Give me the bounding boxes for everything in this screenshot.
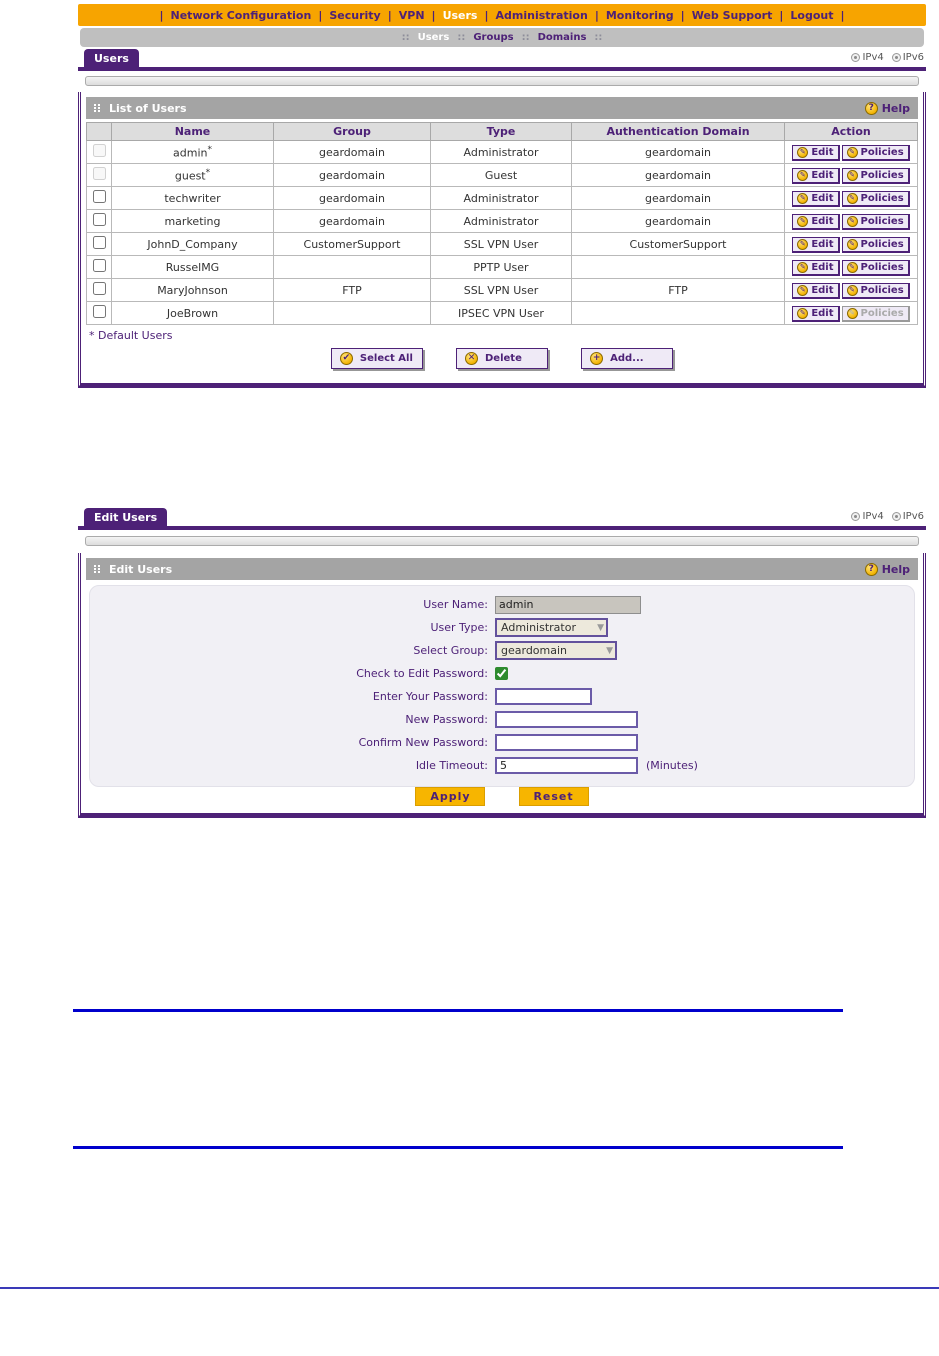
section-header	[86, 558, 918, 580]
cell-name: RusselMG	[112, 256, 274, 279]
scroll-strip[interactable]	[85, 536, 919, 546]
cell-group	[274, 302, 431, 325]
default-user-mark: *	[207, 144, 212, 155]
edit-user-form	[89, 585, 915, 787]
form-actions	[81, 785, 923, 806]
cell-domain: geardomain	[572, 141, 785, 164]
table-row	[87, 233, 918, 256]
ipv6-radio[interactable]	[892, 52, 924, 63]
nav-separator: |	[159, 8, 164, 22]
edit-icon: ✎	[797, 239, 808, 250]
ipv4-radio[interactable]	[851, 511, 883, 522]
ipv6-label: IPv6	[902, 511, 924, 522]
table-row	[87, 279, 918, 302]
column-header-type: Type	[431, 123, 572, 141]
current-password-label: Enter Your Password:	[372, 690, 488, 703]
policies-button: ✎ Policies	[842, 306, 910, 322]
policies-button[interactable]: ✎ Policies	[842, 260, 910, 276]
default-user-mark: *	[205, 167, 211, 178]
row-checkbox	[93, 144, 106, 157]
table-row	[87, 210, 918, 233]
user-type-select[interactable]: Administrator ▼	[495, 618, 608, 637]
cell-name: techwriter	[112, 187, 274, 210]
help-icon: ?	[865, 102, 878, 115]
cell-action	[785, 210, 918, 233]
edit-password-checkbox[interactable]	[495, 667, 508, 680]
select-group-select[interactable]: geardomain ▼	[495, 641, 617, 660]
list-of-users-panel	[78, 92, 926, 388]
cell-domain: geardomain	[572, 164, 785, 187]
subnav-domains[interactable]: Domains	[537, 32, 587, 43]
select-group-label: Select Group:	[413, 644, 488, 657]
cell-action	[785, 279, 918, 302]
row-checkbox[interactable]	[93, 190, 106, 203]
table-actions	[81, 345, 923, 369]
edit-icon: ✎	[797, 308, 808, 319]
row-checkbox[interactable]	[93, 282, 106, 295]
cell-domain: geardomain	[572, 210, 785, 233]
section-title: List of Users	[109, 101, 187, 115]
nav-separator: |	[680, 8, 685, 22]
ipv6-label: IPv6	[902, 52, 924, 63]
edit-icon: ✎	[797, 170, 808, 181]
edit-users-panel	[78, 553, 926, 818]
nav-security[interactable]: Security	[329, 8, 381, 22]
nav-users[interactable]: Users	[442, 8, 478, 22]
help-label: Help	[881, 101, 910, 115]
edit-icon: ✎	[797, 216, 808, 227]
column-header-name: Name	[112, 123, 274, 141]
policies-icon: ✎	[847, 308, 858, 319]
cell-domain: geardomain	[572, 187, 785, 210]
policies-icon: ✎	[847, 216, 858, 227]
nav-separator: |	[484, 8, 489, 22]
idle-timeout-field[interactable]	[495, 757, 638, 774]
cell-group	[274, 256, 431, 279]
table-row	[87, 256, 918, 279]
edit-icon: ✎	[797, 147, 808, 158]
edit-button[interactable]: ✎ Edit	[792, 283, 839, 299]
current-password-field[interactable]	[495, 688, 592, 705]
edit-button[interactable]: ✎ Edit	[792, 260, 839, 276]
radio-icon	[892, 53, 901, 62]
subnav-separator: ::	[521, 32, 530, 43]
cell-action	[785, 141, 918, 164]
cell-domain: CustomerSupport	[572, 233, 785, 256]
policies-icon: ✎	[847, 285, 858, 296]
users-list-screen	[78, 4, 926, 388]
cell-name: JohnD_Company	[112, 233, 274, 256]
user-type-label: User Type:	[430, 621, 488, 634]
cell-group: geardomain	[274, 164, 431, 187]
cell-type: Administrator	[431, 187, 572, 210]
cell-type: SSL VPN User	[431, 233, 572, 256]
section-title: Edit Users	[109, 562, 173, 576]
ip-version-toggle	[851, 52, 924, 63]
cell-type: SSL VPN User	[431, 279, 572, 302]
tab-underline	[78, 67, 926, 71]
select-all-button[interactable]: ✔ Select All	[331, 348, 423, 369]
subnav-separator: ::	[457, 32, 466, 43]
help-icon: ?	[865, 563, 878, 576]
apply-button[interactable]: Apply	[415, 787, 485, 806]
nav-separator: |	[840, 8, 845, 22]
user-name-field[interactable]	[495, 596, 641, 614]
nav-separator: |	[594, 8, 599, 22]
table-row	[87, 302, 918, 325]
edit-icon: ✎	[797, 285, 808, 296]
policies-icon: ✎	[847, 147, 858, 158]
edit-button[interactable]: ✎ Edit	[792, 306, 839, 322]
help-link[interactable]	[865, 102, 910, 115]
idle-timeout-label: Idle Timeout:	[415, 759, 488, 772]
scroll-strip[interactable]	[85, 76, 919, 86]
chevron-down-icon: ▼	[597, 622, 604, 633]
cell-group: geardomain	[274, 187, 431, 210]
radio-icon	[851, 512, 860, 521]
cell-type: IPSEC VPN User	[431, 302, 572, 325]
column-header-group: Group	[274, 123, 431, 141]
policies-icon: ✎	[847, 239, 858, 250]
tab-users[interactable]: Users	[84, 49, 139, 67]
cell-domain: FTP	[572, 279, 785, 302]
ip-version-toggle	[851, 511, 924, 522]
cell-domain	[572, 302, 785, 325]
new-password-label: New Password:	[405, 713, 488, 726]
nav-separator: |	[387, 8, 392, 22]
ipv4-radio[interactable]	[851, 52, 883, 63]
cell-type: PPTP User	[431, 256, 572, 279]
idle-timeout-units: (Minutes)	[646, 759, 698, 772]
new-password-field[interactable]	[495, 711, 638, 728]
column-header-action: Action	[785, 123, 918, 141]
policies-button[interactable]: ✎ Policies	[842, 145, 910, 161]
edit-button[interactable]: ✎ Edit	[792, 191, 839, 207]
cell-name: marketing	[112, 210, 274, 233]
cell-name: guest*	[112, 164, 274, 187]
cell-group: FTP	[274, 279, 431, 302]
radio-icon	[892, 512, 901, 521]
chevron-down-icon: ▼	[606, 645, 613, 656]
edit-icon: ✎	[797, 193, 808, 204]
subnav-separator: ::	[401, 32, 410, 43]
footer-rule	[0, 1287, 939, 1289]
default-users-footnote: * Default Users	[89, 329, 173, 342]
tab-edit-users[interactable]: Edit Users	[84, 508, 167, 526]
top-navigation	[78, 4, 926, 26]
table-row	[87, 187, 918, 210]
policies-button[interactable]: ✎ Policies	[842, 283, 910, 299]
policies-icon: ✎	[847, 193, 858, 204]
nav-monitoring[interactable]: Monitoring	[605, 8, 674, 22]
cell-action	[785, 302, 918, 325]
confirm-password-label: Confirm New Password:	[358, 736, 488, 749]
nav-vpn[interactable]: VPN	[398, 8, 425, 22]
cell-domain	[572, 256, 785, 279]
table-row	[87, 164, 918, 187]
nav-separator: |	[779, 8, 784, 22]
grid-handle-icon	[94, 104, 101, 113]
edit-button[interactable]: ✎ Edit	[792, 168, 839, 184]
horizontal-rule	[73, 1009, 843, 1012]
policies-button[interactable]: ✎ Policies	[842, 191, 910, 207]
table-row	[87, 141, 918, 164]
grid-handle-icon	[94, 565, 101, 574]
help-label: Help	[881, 562, 910, 576]
nav-logout[interactable]: Logout	[790, 8, 834, 22]
radio-icon	[851, 53, 860, 62]
tab-underline	[78, 526, 926, 530]
edit-icon: ✎	[797, 262, 808, 273]
nav-web-support[interactable]: Web Support	[691, 8, 773, 22]
cell-group: geardomain	[274, 141, 431, 164]
subnav-groups[interactable]: Groups	[473, 32, 514, 43]
nav-separator: |	[318, 8, 323, 22]
policies-button[interactable]: ✎ Policies	[842, 168, 910, 184]
user-name-label: User Name:	[423, 598, 488, 611]
ipv4-label: IPv4	[862, 511, 884, 522]
ipv4-label: IPv4	[862, 52, 884, 63]
add-button[interactable]: + Add...	[581, 348, 673, 369]
users-table	[86, 122, 918, 325]
cell-type: Administrator	[431, 141, 572, 164]
cell-group: geardomain	[274, 210, 431, 233]
confirm-password-field[interactable]	[495, 734, 638, 751]
policies-icon: ✎	[847, 262, 858, 273]
nav-administration[interactable]: Administration	[495, 8, 588, 22]
cell-type: Guest	[431, 164, 572, 187]
cell-action	[785, 233, 918, 256]
delete-icon: ✕	[465, 352, 478, 365]
cell-name: admin*	[112, 141, 274, 164]
policies-button[interactable]: ✎ Policies	[842, 214, 910, 230]
nav-network-configuration[interactable]: Network Configuration	[170, 8, 312, 22]
nav-separator: |	[431, 8, 436, 22]
row-checkbox	[93, 167, 106, 180]
cell-action	[785, 256, 918, 279]
cell-action	[785, 164, 918, 187]
row-checkbox[interactable]	[93, 259, 106, 272]
add-icon: +	[590, 352, 603, 365]
cell-action	[785, 187, 918, 210]
policies-icon: ✎	[847, 170, 858, 181]
row-checkbox[interactable]	[93, 213, 106, 226]
column-header-domain: Authentication Domain	[572, 123, 785, 141]
cell-name: JoeBrown	[112, 302, 274, 325]
checkbox-column-header	[87, 123, 112, 141]
subnav-separator: ::	[594, 32, 603, 43]
delete-button[interactable]: ✕ Delete	[456, 348, 548, 369]
row-checkbox[interactable]	[93, 305, 106, 318]
edit-button[interactable]: ✎ Edit	[792, 214, 839, 230]
sub-navigation	[80, 28, 924, 47]
subnav-users[interactable]: Users	[417, 32, 450, 43]
cell-type: Administrator	[431, 210, 572, 233]
help-link[interactable]	[865, 563, 910, 576]
cell-name: MaryJohnson	[112, 279, 274, 302]
table-header-row	[87, 123, 918, 141]
policies-button[interactable]: ✎ Policies	[842, 237, 910, 253]
select-all-icon: ✔	[340, 352, 353, 365]
edit-button[interactable]: ✎ Edit	[792, 237, 839, 253]
reset-button[interactable]: Reset	[519, 787, 589, 806]
edit-users-screen	[78, 506, 926, 818]
edit-password-label: Check to Edit Password:	[356, 667, 488, 680]
horizontal-rule	[73, 1146, 843, 1149]
edit-button[interactable]: ✎ Edit	[792, 145, 839, 161]
ipv6-radio[interactable]	[892, 511, 924, 522]
row-checkbox[interactable]	[93, 236, 106, 249]
section-header	[86, 97, 918, 119]
cell-group: CustomerSupport	[274, 233, 431, 256]
